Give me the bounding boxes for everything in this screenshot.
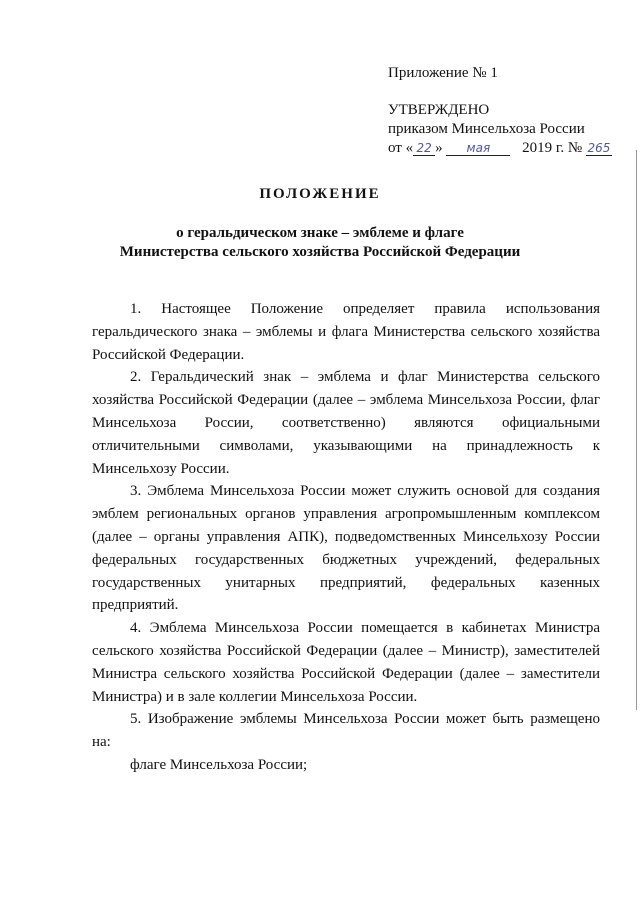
handwritten-order-number: 265	[587, 141, 611, 155]
date-year: 2019 г. №	[522, 140, 583, 156]
date-prefix: от «	[388, 140, 414, 156]
paragraph-1: 1. Настоящее Положение определяет правила использования геральдического знака – эмблемы и флага Министерства сельского хозяйства Российской Федерации.	[92, 301, 600, 363]
approval-header	[388, 64, 628, 158]
document-title: ПОЛОЖЕНИЕ	[259, 186, 381, 202]
order-date-line	[388, 139, 628, 158]
scan-edge-line	[636, 150, 637, 710]
appendix-label: Приложение № 1	[388, 65, 498, 81]
paragraph-5: 5. Изображение эмблемы Минсельхоза России может быть размещено на:	[92, 711, 600, 751]
paragraph-4: 4. Эмблема Минсельхоза России помещается в кабинетах Министра сельского хозяйства Российской Федерации (далее – Министр), заместителей Министра сельского хозяйства Российской Федерации (далее – заместители Министра) и в зале коллегии Минсельхоза России.	[92, 620, 600, 705]
paragraph-2: 2. Геральдический знак – эмблема и флаг Министерства сельского хозяйства Российской Федерации (далее – эмблема Минсельхоза России, флаг Минсельхоза России, соответственно) являются официальными отличительными символами, указывающими на принадлежность к Минсельхозу России.	[92, 369, 600, 477]
document-body	[92, 298, 600, 777]
paragraph-3: 3. Эмблема Минсельхоза России может служить основой для создания эмблем региональных органов управления агропромышленным комплексом (далее – органы управления АПК), подведомственных Минсельхозу России федеральных государственных бюджетных учреждений, федеральных государственных унитарных предприятий, федеральных казенных предприятий.	[92, 483, 600, 614]
subtitle-line: Министерства сельского хозяйства Российской Федерации	[119, 244, 521, 260]
subtitle-line: о геральдическом знаке – эмблеме и флаге	[176, 225, 464, 241]
date-mid: »	[435, 140, 443, 156]
paragraph-6: флаге Минсельхоза России;	[130, 756, 308, 773]
order-label: приказом Минсельхоза России	[388, 121, 585, 137]
handwritten-day: 22	[413, 141, 435, 156]
approved-label: УТВЕРЖДЕНО	[388, 102, 490, 118]
handwritten-month: мая	[446, 141, 510, 156]
document-subtitle	[90, 224, 550, 262]
